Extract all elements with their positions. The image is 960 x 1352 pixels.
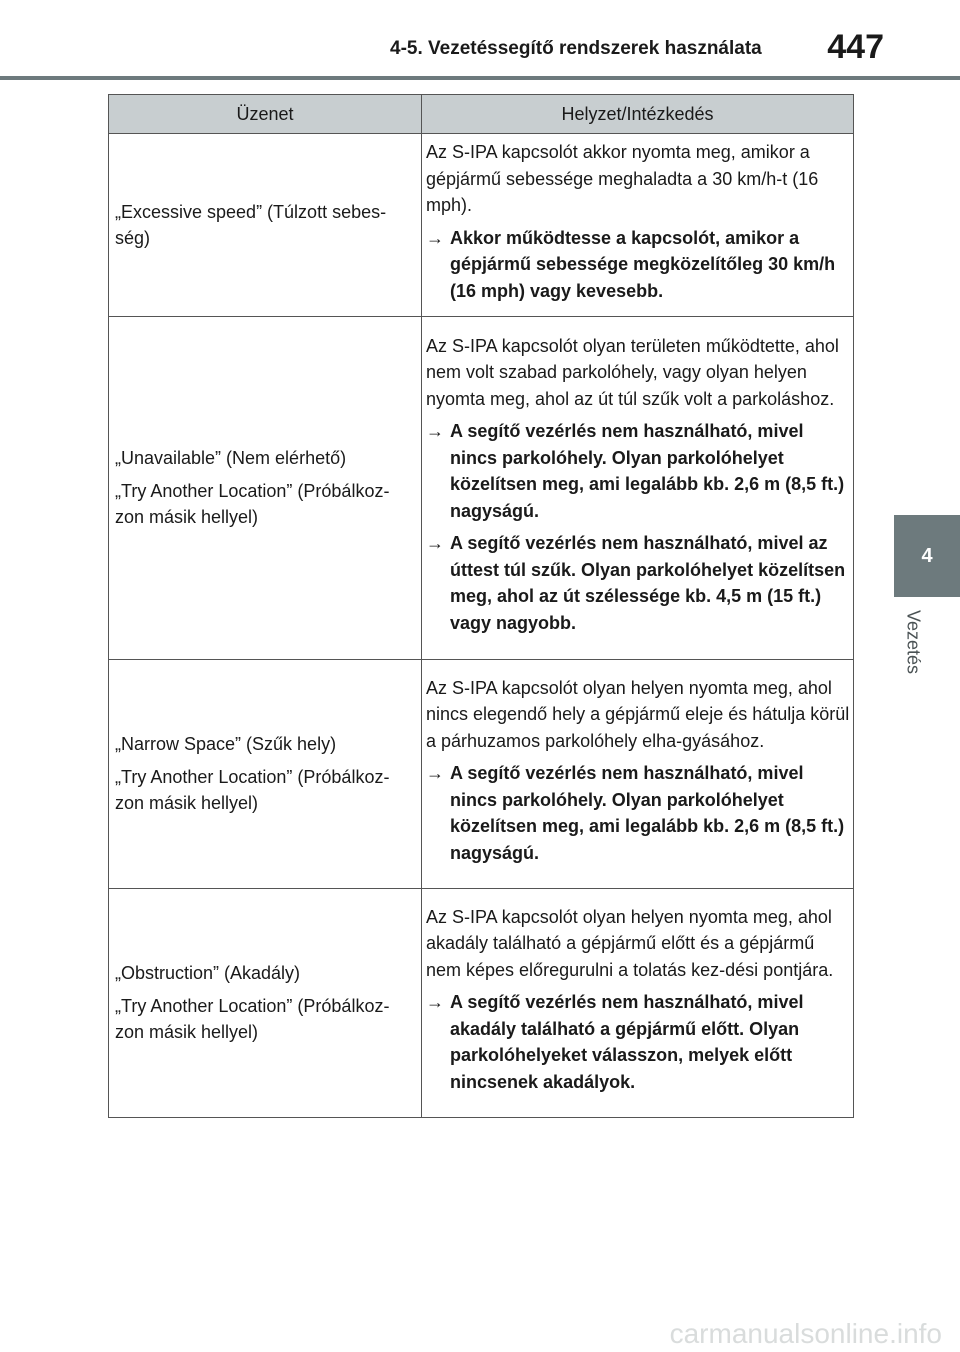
message-text: „Try Another Location” (Próbálkoz-zon másik hellyel) (115, 995, 390, 1043)
action-text: A segítő vezérlés nem használható, mivel nincs parkolóhely. Olyan parkolóhelyet közelítsen meg, ami legalább kb. 2,6 m (8,5 ft.) nagyságú. (450, 421, 845, 521)
action-item (426, 225, 851, 305)
arrow-icon: → (426, 421, 444, 442)
situation-text: Az S-IPA kapcsolót olyan területen működtette, ahol nem volt szabad parkolóhely, vagy olyan helyen nyomta meg, ahol az út túl szűk volt a parkoláshoz. (426, 335, 839, 409)
message-text: „Try Another Location” (Próbálkoz-zon másik hellyel) (115, 766, 390, 814)
message-cell (109, 660, 422, 889)
message-table (108, 94, 854, 1118)
message-cell (109, 134, 422, 317)
chapter-number: 4 (921, 544, 933, 567)
table-row (109, 889, 854, 1118)
message-text: „Excessive speed” (Túlzott sebes-ség) (115, 201, 387, 248)
action-text: A segítő vezérlés nem használható, mivel akadály található a gépjármű előtt. Olyan parkolóhelyeket válasszon, melyek előtt nincsenek akadályok. (450, 992, 804, 1092)
arrow-icon: → (426, 227, 444, 248)
table-row (109, 134, 854, 317)
page-number: 447 (827, 28, 884, 66)
action-item (426, 530, 851, 636)
action-item (426, 760, 851, 866)
action-item (426, 418, 851, 524)
action-cell (422, 134, 854, 317)
action-text: Akkor működtesse a kapcsolót, amikor a gépjármű sebessége megközelítőleg 30 km/h (16 mph) vagy kevesebb. (450, 227, 836, 301)
situation-text: Az S-IPA kapcsolót olyan helyen nyomta meg, ahol nincs elegendő hely a gépjármű eleje és hátulja körül a párhuzamos parkolóhely elha-gyásához. (426, 677, 850, 751)
message-text: „Obstruction” (Akadály) (115, 963, 301, 984)
header-divider (0, 76, 960, 80)
column-header-action: Helyzet/Intézkedés (422, 95, 854, 134)
action-text: A segítő vezérlés nem használható, mivel az úttest túl szűk. Olyan parkolóhelyet közelítsen meg, ahol az út szélessége kb. 4,5 m (15 ft.) vagy nagyobb. (450, 533, 846, 633)
message-text: „Narrow Space” (Szűk hely) (115, 734, 337, 755)
table-row (109, 317, 854, 660)
action-text: A segítő vezérlés nem használható, mivel nincs parkolóhely. Olyan parkolóhelyet közelítsen meg, ami legalább kb. 2,6 m (8,5 ft.) nagyságú. (450, 763, 845, 863)
message-text: „Try Another Location” (Próbálkoz-zon másik hellyel) (115, 480, 390, 528)
action-item (426, 989, 851, 1095)
chapter-tab (894, 515, 960, 597)
column-header-message: Üzenet (109, 95, 422, 134)
chapter-label: Vezetés (903, 610, 924, 675)
action-cell (422, 317, 854, 660)
section-title: 4-5. Vezetéssegítő rendszerek használata (390, 38, 762, 59)
situation-text: Az S-IPA kapcsolót akkor nyomta meg, amikor a gépjármű sebessége meghaladta a 30 km/h-t (16 mph). (426, 142, 819, 215)
action-cell (422, 660, 854, 889)
arrow-icon: → (426, 533, 444, 554)
message-cell (109, 889, 422, 1118)
table-header-row (109, 95, 854, 134)
message-text: „Unavailable” (Nem elérhető) (115, 448, 347, 469)
table-row (109, 660, 854, 889)
situation-text: Az S-IPA kapcsolót olyan helyen nyomta meg, ahol akadály található a gépjármű előtt és a gépjármű nem képes előregurulni a tolatás kez-dési pontjára. (426, 906, 834, 980)
message-cell (109, 317, 422, 660)
arrow-icon: → (426, 992, 444, 1013)
arrow-icon: → (426, 763, 444, 784)
action-cell (422, 889, 854, 1118)
watermark: carmanualsonline.info (669, 1318, 942, 1349)
